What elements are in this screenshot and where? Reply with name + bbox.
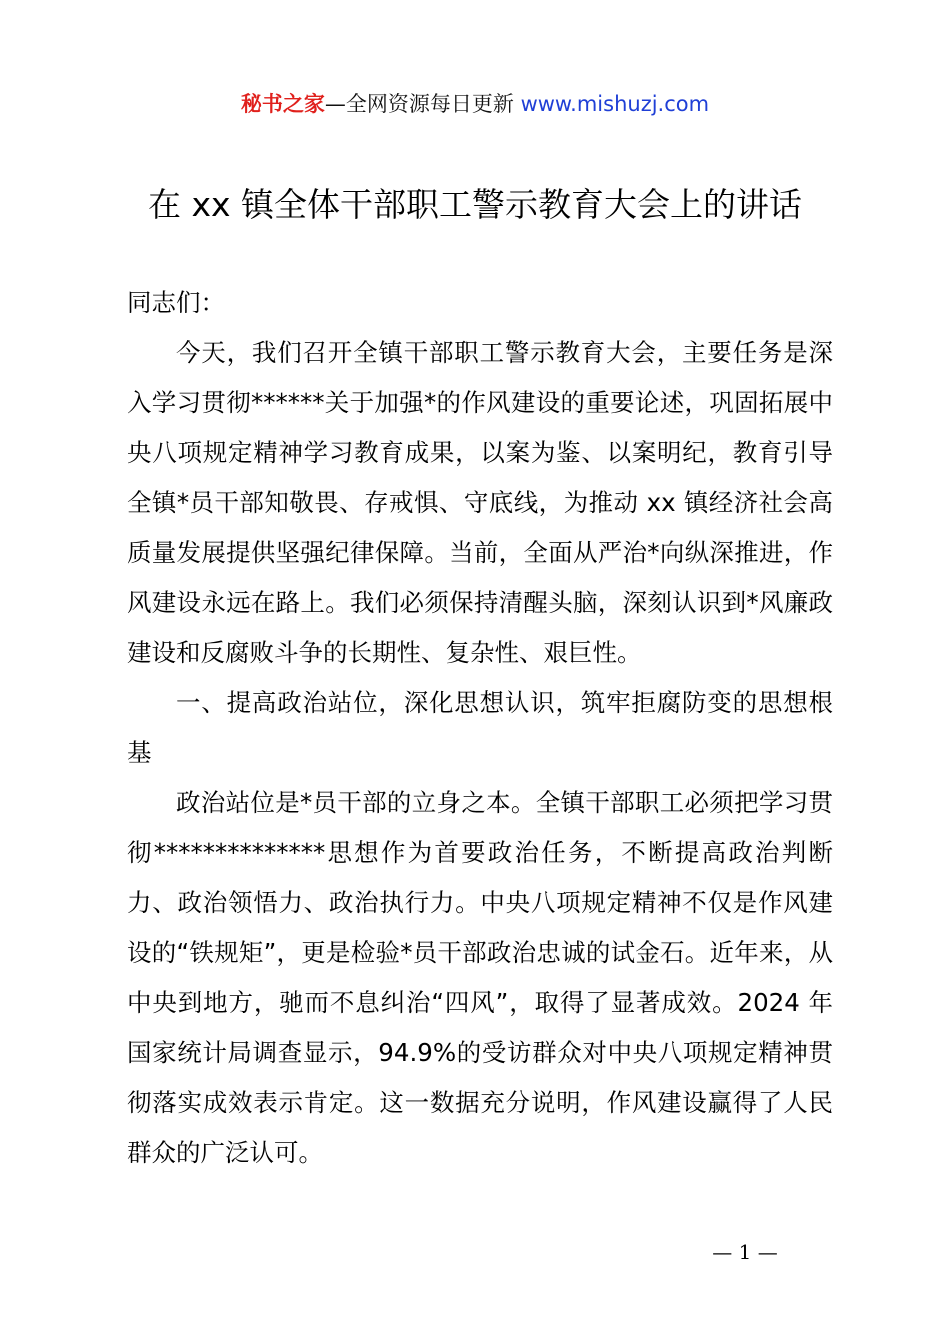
site-header (0, 88, 950, 120)
brand-name: 秘书之家 (240, 92, 325, 116)
paragraph-political-stance: 政治站位是*员干部的立身之本。全镇干部职工必须把学习贯彻**************思想作为首要政治任务，不断提高政治判断力、政治领悟力、政治执行力。中央八项规定精神不仅是作风建设的“铁规矩”，更是检验*员干部政治忠诚的试金石。近年来，从中央到地方，驰而不息纠治“四风”，取得了显著成效。2024 年国家统计局调查显示，94.9%的受访群众对中央八项规定精神贯彻落实成效表示肯定。这一数据充分说明，作风建设赢得了人民群众的广泛认可。 (127, 788, 833, 1167)
document-body (127, 278, 833, 1178)
site-url-link[interactable]: www.mishuzj.com (520, 92, 710, 116)
paragraph-intro: 今天，我们召开全镇干部职工警示教育大会，主要任务是深入学习贯彻******关于加强*的作风建设的重要论述，巩固拓展中央八项规定精神学习教育成果，以案为鉴、以案明纪，教育引导全镇*员干部知敬畏、存戒惧、守底线，为推动 xx 镇经济社会高质量发展提供坚强纪律保障。当前，全面从严治*向纵深推进，作风建设永远在路上。我们必须保持清醒头脑，深刻认识到*风廉政建设和反腐败斗争的长期性、复杂性、艰巨性。 (127, 338, 833, 667)
section-heading-1: 一、提高政治站位，深化思想认识，筑牢拒腐防变的思想根基 (127, 688, 833, 767)
header-slogan: —全网资源每日更新 (324, 92, 521, 116)
salutation: 同志们： (127, 288, 225, 317)
document-title: 在 xx 镇全体干部职工警示教育大会上的讲话 (147, 185, 803, 224)
page-number: — 1 — (712, 1240, 778, 1264)
